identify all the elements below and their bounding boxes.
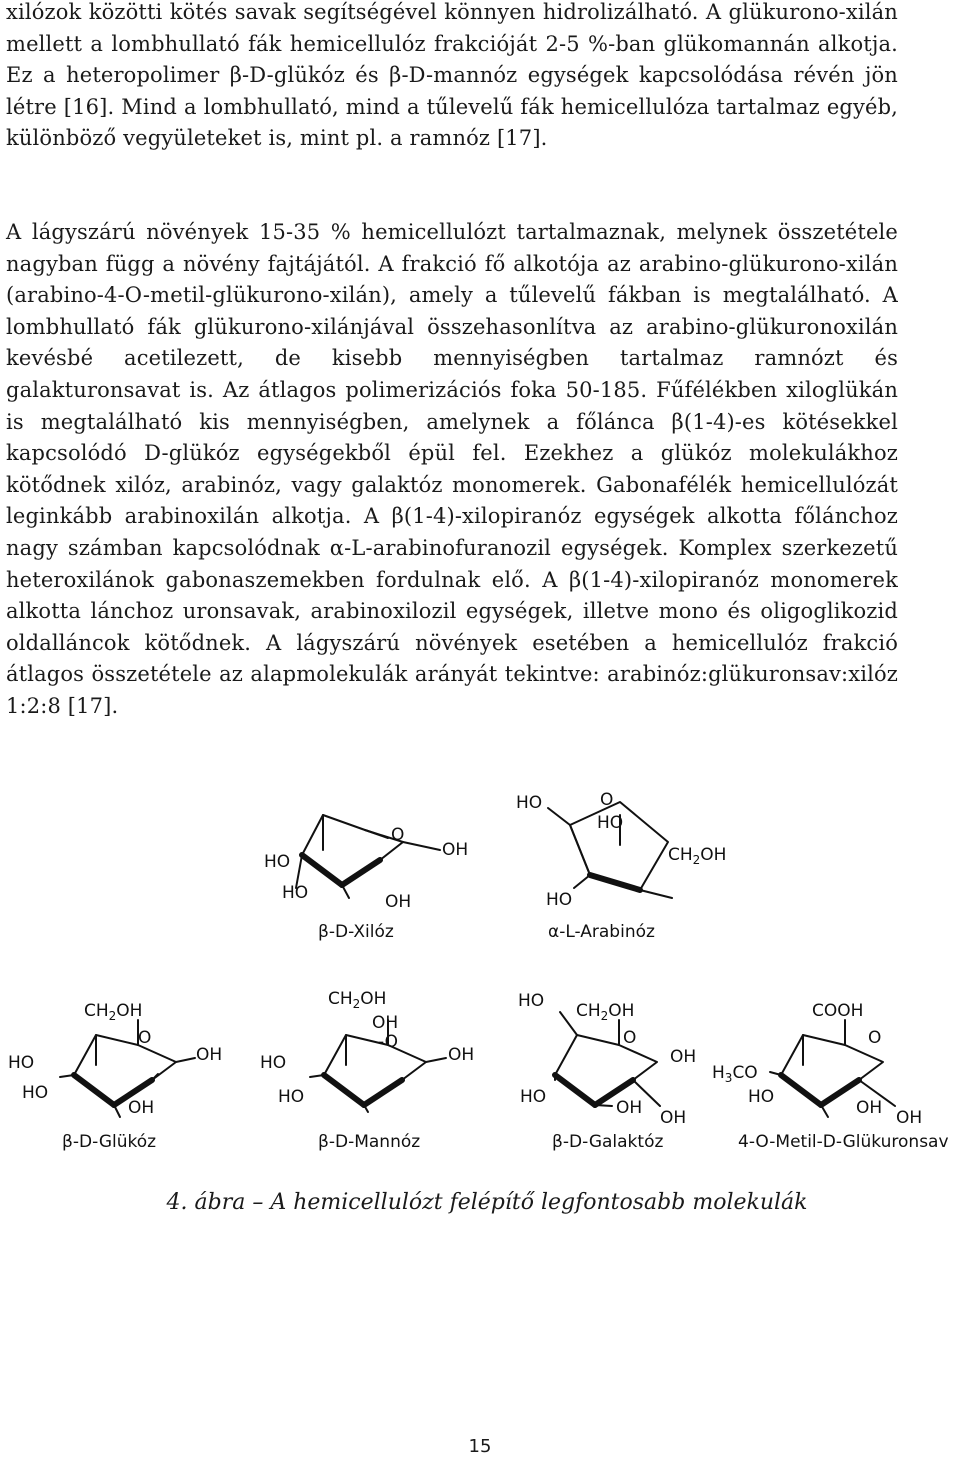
structure-4-o-methyl-d-glucuronic-acid (712, 1001, 949, 1152)
hydroxyl-label: HO (260, 1053, 287, 1073)
hydroxymethyl-label (84, 1001, 142, 1023)
figure-caption: 4. ábra – A hemicellulózt felépítő legfontosabb molekulák (166, 1190, 808, 1215)
formula-ch: CH (328, 989, 353, 1009)
hydroxyl-label: OH (372, 1013, 399, 1033)
hydroxyl-label: OH (660, 1108, 687, 1128)
ring-oxygen-label: O (138, 1028, 152, 1048)
molecule-name: β-D-Galaktóz (552, 1132, 664, 1152)
body-paragraph: A lágyszárú növények 15-35 % hemicellulózt tartalmaznak, melynek összetétele nagyban függ a növény fajtájától. A frakció fő alkotója az arabino-glükurono-xilán (arabino-4-O-metil-glükurono-xilán), amely a tűlevelű fákban is megtalálható. A lombhullató fák glükurono-xilánjával összehasonlítva az arabino-glükuronoxilán kevésbé acetilezett, de kisebb mennyiségben tartalmaz ramnózt és galakturonsavat is. Az átlagos polimerizációs foka 50-185. Fűfélékben xiloglükán is megtalálható kis mennyiségben, amelynek a főlánca β(1-4)-es kötésekkel kapcsolódó D-glükóz egységekből épül fel. Ezekhez a glükóz molekulákhoz kötődnek xilóz, arabinóz, vagy galaktóz monomerek. Gabonafélék hemicellulózát leginkább arabinoxilán alkotja. A β(1-4)-xilopiranóz egységek alkotta főlánchoz nagy számban kapcsolódnak α-L-arabinofuranozil egységek. Komplex szerkezetű heteroxilánok gabonaszemekben fordulnak elő. A β(1-4)-xilopiranóz monomerek alkotta lánchoz uronsavak, arabinoxilozil egységek, illetve mono és oligoglikozid oldalláncok kötődnek. A lágyszárú növények esetében a hemicellulóz frakció átlagos összetétele az alapmolekulák arányát tekintve: arabinóz:glükuronsav:xilóz 1:2:8 [17]. (6, 220, 898, 718)
hydroxyl-label: OH (442, 840, 469, 860)
formula-subscript: 2 (600, 1009, 609, 1023)
formula-subscript: 2 (692, 853, 701, 867)
hydroxyl-label: OH (896, 1108, 923, 1128)
structure-beta-d-xylose (264, 815, 468, 942)
molecule-name: β-D-Xilóz (318, 922, 394, 942)
hydroxymethyl-label (576, 1001, 634, 1023)
hydroxyl-label: HO (264, 852, 291, 872)
ring-oxygen-label: O (391, 825, 405, 845)
molecule-name: β-D-Mannóz (318, 1132, 421, 1152)
formula-subscript: 2 (108, 1009, 117, 1023)
hydroxyl-label: HO (518, 991, 545, 1011)
hydroxyl-label: OH (448, 1045, 475, 1065)
hydroxyl-label: HO (22, 1083, 49, 1103)
molecule-figure (0, 780, 960, 1170)
formula-ch: CH (84, 1001, 109, 1021)
formula-oh: OH (700, 845, 727, 865)
molecule-structures (0, 780, 960, 1170)
methoxy-label (712, 1063, 758, 1085)
formula-ch: CH (668, 845, 693, 865)
hydroxyl-label: HO (597, 813, 624, 833)
formula-subscript: 3 (724, 1071, 733, 1085)
page-number: 15 (468, 1436, 492, 1457)
formula-oh: OH (608, 1001, 635, 1021)
hydroxyl-label: OH (670, 1047, 697, 1067)
hydroxyl-label: OH (385, 892, 412, 912)
ring-oxygen-label: -O (378, 1032, 398, 1052)
structure-alpha-l-arabinose (516, 790, 726, 942)
ring-oxygen-label: O (623, 1028, 637, 1048)
molecule-name: 4-O-Metil-D-Glükuronsav (738, 1132, 949, 1152)
formula-oh: OH (116, 1001, 143, 1021)
hydroxyl-label: HO (278, 1087, 305, 1107)
hydroxyl-label: OH (128, 1098, 155, 1118)
hydroxyl-label: HO (282, 883, 309, 903)
formula-h: H (712, 1063, 725, 1083)
ring-oxygen-label: O (868, 1028, 882, 1048)
hydroxymethyl-label (328, 989, 386, 1011)
hydroxymethyl-label (668, 845, 726, 867)
hydroxyl-label: HO (546, 890, 573, 910)
hydroxyl-label: HO (8, 1053, 35, 1073)
structure-beta-d-glucose (8, 1001, 222, 1152)
hydroxyl-label: OH (196, 1045, 223, 1065)
molecule-name: α-L-Arabinóz (548, 922, 655, 942)
formula-subscript: 2 (352, 997, 361, 1011)
ring-oxygen-label: O (600, 790, 614, 810)
hydroxyl-label: OH (616, 1098, 643, 1118)
formula-ch: CH (576, 1001, 601, 1021)
structure-beta-d-mannose (260, 989, 474, 1152)
structure-beta-d-galactose (518, 991, 696, 1152)
hydroxyl-label: HO (520, 1087, 547, 1107)
formula-oh: OH (360, 989, 387, 1009)
body-paragraph: xilózok közötti kötés savak segítségével könnyen hidrolizálható. A glükurono-xilán mellett a lombhullató fák hemicellulóz frakcióját 2-5 %-ban glükomannán alkotja. Ez a heteropolimer β-D-glükóz és β-D-mannóz egységek kapcsolódása révén jön létre [16]. Mind a lombhullató, mind a tűlevelű fák hemicellulóza tartalmaz egyéb, különböző vegyületeket is, mint pl. a ramnóz [17]. (6, 0, 898, 151)
hydroxyl-label: HO (748, 1087, 775, 1107)
formula-co: CO (732, 1063, 758, 1083)
hydroxyl-label: OH (856, 1098, 883, 1118)
hydroxyl-label: HO (516, 793, 543, 813)
molecule-name: β-D-Glükóz (62, 1132, 157, 1152)
carboxyl-label: COOH (812, 1001, 864, 1021)
